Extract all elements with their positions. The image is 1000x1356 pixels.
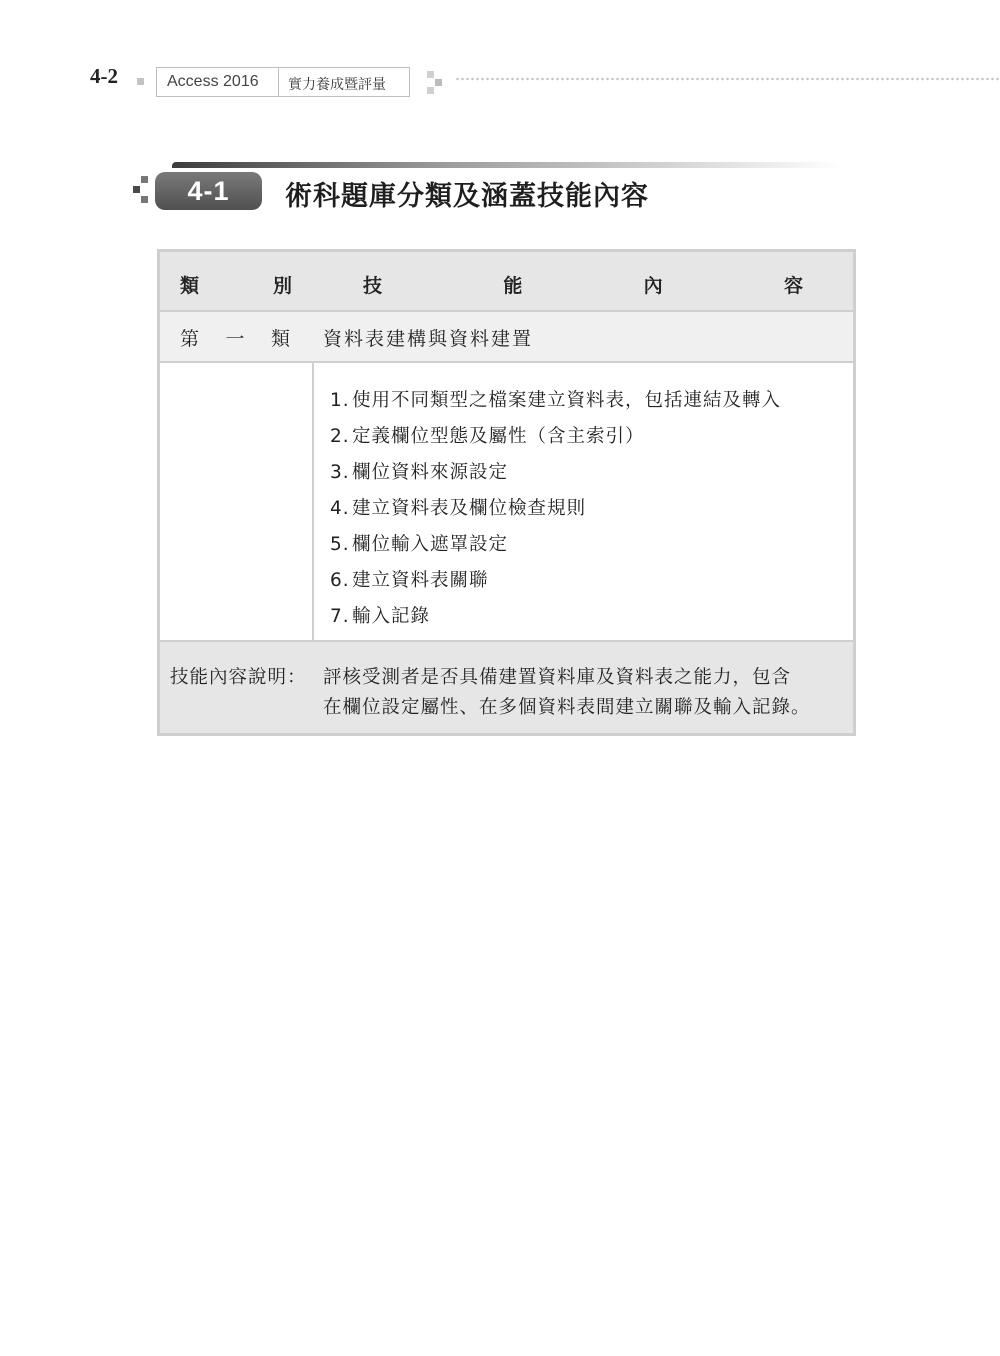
category-title: 資料表建構與資料建置 [323, 328, 534, 350]
header-square-icon [137, 78, 144, 85]
skill-description-row [160, 640, 853, 733]
list-item: 4. 建立資料表及欄位檢查規則 [330, 498, 587, 519]
header-skill-content: 技 能 內 容 [363, 275, 803, 297]
list-item: 5. 欄位輸入遮罩設定 [330, 534, 509, 555]
page-number: 4-2 [90, 64, 118, 88]
list-item: 1. 使用不同類型之檔案建立資料表，包括連結及轉入 [330, 390, 782, 411]
book-title-zh: 實力養成暨評量 [288, 77, 386, 93]
section-accent-line [172, 162, 842, 168]
list-item: 2. 定義欄位型態及屬性（含主索引） [330, 426, 645, 447]
header-divider [278, 68, 279, 97]
skills-list-row [160, 363, 853, 640]
skills-table [157, 249, 856, 736]
running-header-box [156, 67, 410, 97]
book-title-en: Access 2016 [167, 73, 259, 90]
category-row [160, 312, 853, 363]
table-header-row [160, 252, 853, 312]
description-label: 技能內容說明： [170, 667, 307, 688]
header-dotted-rule [455, 77, 1000, 81]
list-item: 3. 欄位資料來源設定 [330, 462, 509, 483]
section-number-badge: 4-1 [155, 172, 262, 210]
description-text: 評核受測者是否具備建置資料庫及資料表之能力，包含 在欄位設定屬性、在多個資料表間建立關聯及輸入記錄。 [323, 667, 811, 718]
section-title: 術科題庫分類及涵蓋技能內容 [285, 181, 649, 212]
header-category: 類 別 [180, 275, 292, 297]
list-item: 7. 輸入記錄 [330, 606, 431, 627]
skills-list [330, 383, 781, 635]
category-label: 第 一 類 [180, 328, 290, 350]
list-item: 6. 建立資料表關聯 [330, 570, 489, 591]
